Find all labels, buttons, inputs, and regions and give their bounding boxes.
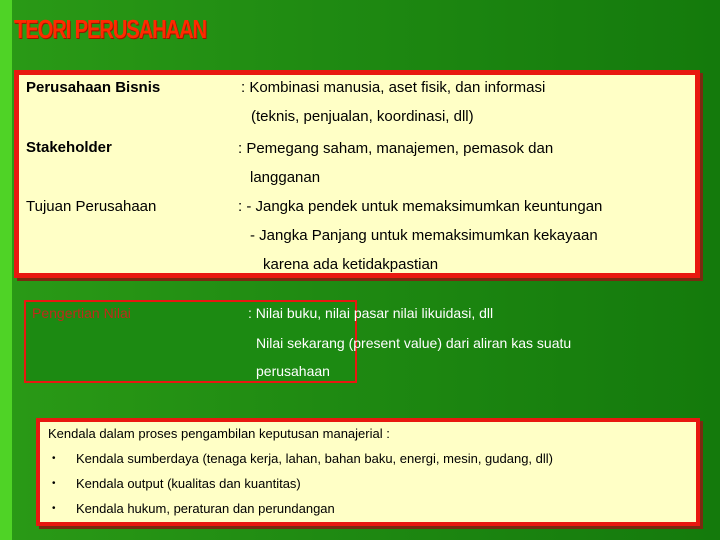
slide-title: TEORI PERUSAHAAN — [14, 14, 206, 44]
kendala-item-hukum: Kendala hukum, peraturan dan perundangan — [76, 501, 335, 516]
bullet-icon: • — [52, 478, 56, 489]
definition-stakeholder-line2: langganan — [250, 169, 321, 186]
nilai-line3: perusahaan — [256, 363, 330, 379]
term-perusahaan-bisnis: Perusahaan Bisnis — [26, 79, 161, 96]
nilai-line1: : Nilai buku, nilai pasar nilai likuidasi, dll — [248, 305, 494, 321]
bullet-icon: • — [52, 503, 56, 514]
definition-tujuan-line2: - Jangka Panjang untuk memaksimumkan kekayaan — [250, 227, 598, 244]
term-pengertian-nilai: Pengertian Nilai — [32, 305, 131, 321]
nilai-line2: Nilai sekarang (present value) dari aliran kas suatu — [256, 335, 572, 351]
kendala-item-output: Kendala output (kualitas dan kuantitas) — [76, 476, 301, 491]
kendala-item-sumberdaya: Kendala sumberdaya (tenaga kerja, lahan, bahan baku, energi, mesin, gudang, dll) — [76, 451, 553, 466]
definitions-box — [14, 70, 700, 278]
definition-perusahaan-bisnis-line1: : Kombinasi manusia, aset fisik, dan informasi — [241, 79, 546, 96]
definition-tujuan-line1: : - Jangka pendek untuk memaksimumkan keuntungan — [238, 198, 603, 215]
definition-perusahaan-bisnis-line2: (teknis, penjualan, koordinasi, dll) — [251, 108, 474, 125]
term-tujuan-perusahaan: Tujuan Perusahaan — [26, 198, 157, 215]
kendala-heading: Kendala dalam proses pengambilan keputusan manajerial : — [48, 426, 390, 441]
left-accent-band — [0, 0, 12, 540]
definition-stakeholder-line1: : Pemegang saham, manajemen, pemasok dan — [238, 140, 554, 157]
bullet-icon: • — [52, 453, 56, 464]
definition-tujuan-line3: karena ada ketidakpastian — [263, 256, 439, 273]
term-stakeholder: Stakeholder — [26, 139, 112, 156]
